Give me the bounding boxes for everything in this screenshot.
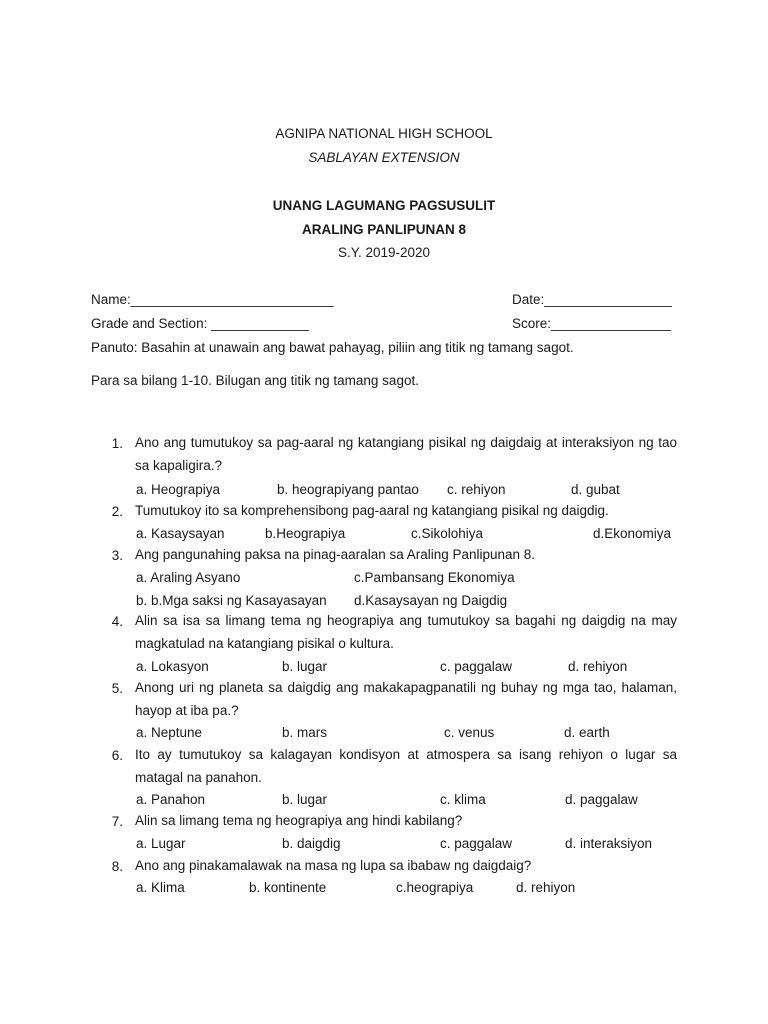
question-text: Alin sa limang tema ng heograpiya ang hindi kabilang? xyxy=(135,813,463,828)
choice-c: c. rehiyon xyxy=(447,482,506,497)
choice-c: c. klima xyxy=(440,792,486,807)
question-number: 1. xyxy=(111,436,123,451)
choice-a: a. Lokasyon xyxy=(136,659,209,674)
school-extension: SABLAYAN EXTENSION xyxy=(308,150,460,165)
choice-a: a. Lugar xyxy=(136,836,186,851)
exam-title: UNANG LAGUMANG PAGSUSULIT xyxy=(272,198,496,213)
question-text: Ano ang tumutukoy sa pag-aaral ng katangiang pisikal ng daigdaig at interaksiyon ng tao sa kapaligira.? xyxy=(135,435,677,473)
choice-b: b. b.Mga saksi ng Kasayasayan xyxy=(136,593,327,608)
choice-d: d. interaksiyon xyxy=(565,836,653,851)
choice-a: a. Kasaysayan xyxy=(136,526,225,541)
question-text: Tumutukoy ito sa komprehensibong pag-aaral ng katangiang pisikal ng daigdig. xyxy=(135,503,609,518)
question-text: Ano ang pinakamalawak na masa ng lupa sa ibabaw ng daigdaig? xyxy=(135,858,532,873)
question-number: 6. xyxy=(111,748,123,763)
choice-a: a. Araling Asyano xyxy=(136,570,241,585)
choice-b: b. kontinente xyxy=(249,880,327,895)
question-number: 5. xyxy=(111,681,123,696)
question-text: Anong uri ng planeta sa daigdig ang makakapagpanatili ng buhay ng mga tao, halaman, hayop at iba pa.? xyxy=(135,680,677,718)
date-field: Date:_________________ xyxy=(512,292,672,307)
score-field: Score:________________ xyxy=(512,316,672,331)
choice-b: b. heograpiyang pantao xyxy=(277,482,419,497)
choice-b: b. lugar xyxy=(282,792,328,807)
choice-d: d.Ekonomiya xyxy=(593,526,672,541)
question-number: 3. xyxy=(111,548,123,563)
choice-c: c. paggalaw xyxy=(440,659,513,674)
choice-d: d. gubat xyxy=(571,482,620,497)
question-number: 8. xyxy=(111,859,123,874)
choice-c: c.Sikolohiya xyxy=(411,526,484,541)
school-year: S.Y. 2019-2020 xyxy=(337,245,431,260)
choice-d: d. rehiyon xyxy=(568,659,628,674)
school-name: AGNIPA NATIONAL HIGH SCHOOL xyxy=(275,126,493,141)
choice-a: a. Neptune xyxy=(136,725,203,740)
question-text: Ito ay tumutukoy sa kalagayan kondisyon at atmospera sa isang rehiyon o lugar sa matagal na panahon. xyxy=(135,747,677,785)
subject-title: ARALING PANLIPUNAN 8 xyxy=(301,222,466,237)
choice-b: b. daigdig xyxy=(282,836,341,851)
choice-d: d. paggalaw xyxy=(565,792,638,807)
instructions-para: Para sa bilang 1-10. Bilugan ang titik ng tamang sagot. xyxy=(91,373,419,388)
choice-c: c.Pambansang Ekonomiya xyxy=(354,570,515,585)
question-text: Alin sa isa sa limang tema ng heograpiya ang tumutukoy sa bagahi ng daigdig na may magkatulad na katangiang pisikal o kultura. xyxy=(135,613,677,651)
question-number: 2. xyxy=(111,504,123,519)
choice-d: d.Kasaysayan ng Daigdig xyxy=(354,593,508,608)
choice-a: a. Heograpiya xyxy=(136,482,221,497)
name-field: Name:___________________________ xyxy=(91,292,334,307)
choice-b: b. mars xyxy=(282,725,328,740)
choice-b: b. lugar xyxy=(282,659,328,674)
grade-section-field: Grade and Section: _____________ xyxy=(91,316,309,331)
question-number: 4. xyxy=(111,614,123,629)
choice-b: b.Heograpiya xyxy=(265,526,346,541)
question-text: Ang pangunahing paksa na pinag-aaralan sa Araling Panlipunan 8. xyxy=(135,547,536,562)
choice-c: c.heograpiya xyxy=(396,880,474,895)
choice-d: d. earth xyxy=(564,725,610,740)
choice-c: c. venus xyxy=(444,725,495,740)
choice-d: d. rehiyon xyxy=(516,880,576,895)
instructions-panuto: Panuto: Basahin at unawain ang bawat pahayag, piliin ang titik ng tamang sagot. xyxy=(91,340,574,355)
choice-a: a. Panahon xyxy=(136,792,206,807)
question-number: 7. xyxy=(111,814,123,829)
choice-c: c. paggalaw xyxy=(440,836,513,851)
choice-a: a. Klima xyxy=(136,880,185,895)
